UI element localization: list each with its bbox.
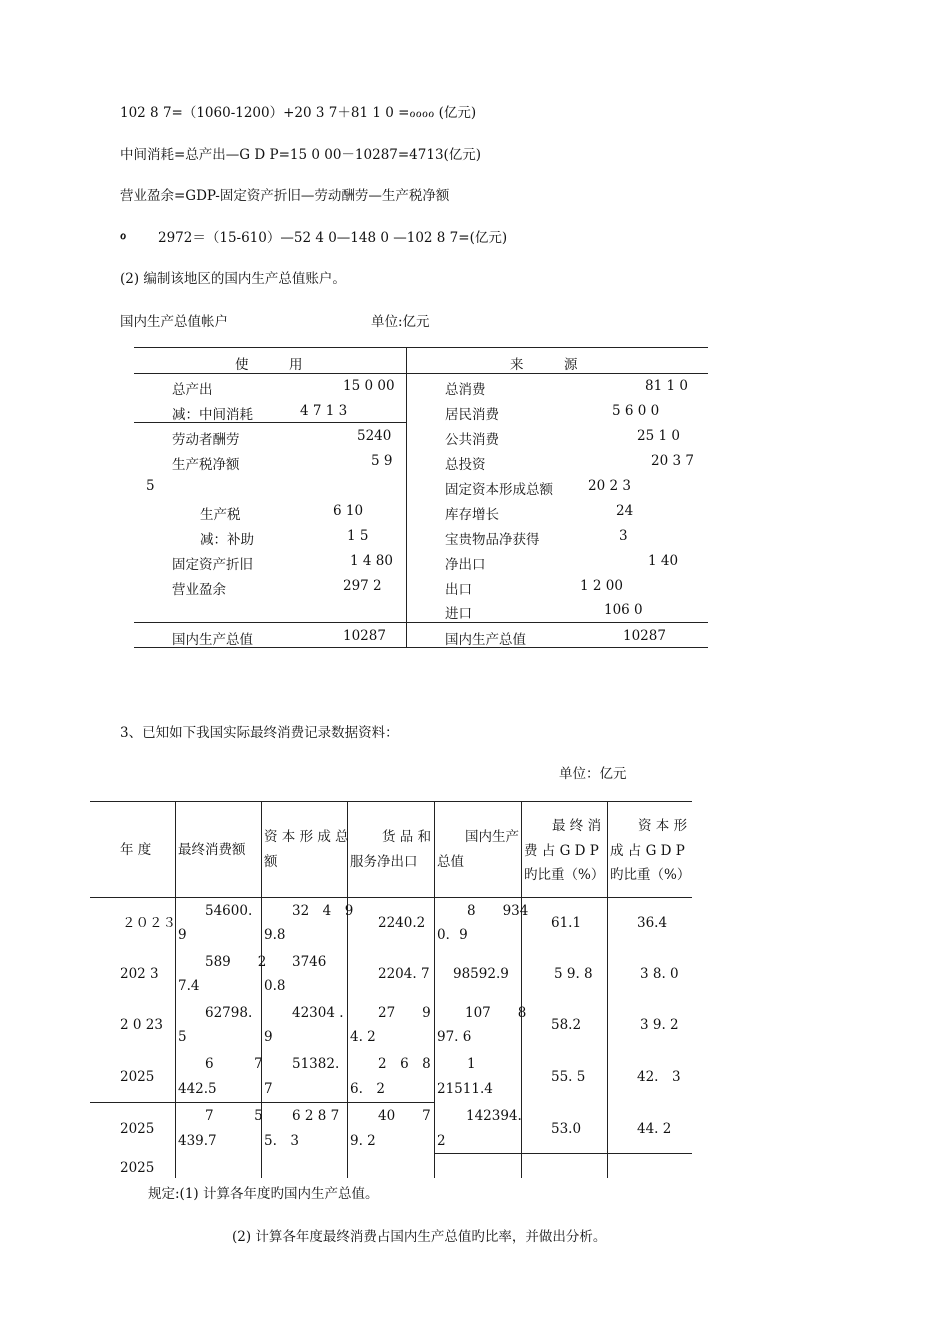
header-year: 年 度: [120, 842, 152, 858]
cell-gdp: 97. 6: [437, 1029, 472, 1045]
account-center-rule: [406, 347, 407, 647]
q3-unit: 单位：亿元: [559, 766, 627, 782]
ct-col-rule: [607, 801, 608, 1178]
account-top-rule: [134, 347, 708, 348]
left-row-value: 1 4 80: [350, 553, 393, 569]
left-row-label: 生产税净额: [172, 457, 240, 473]
right-row-label: 进口: [445, 606, 472, 622]
left-row-value: 6 10: [333, 503, 364, 519]
formula-intermediate-line: 中间消耗=总产出—G D P=15 0 00－10287=4713(亿元): [120, 147, 482, 163]
left-row-label: 减：中间消耗: [172, 407, 253, 423]
total-right-value: 10287: [623, 628, 666, 644]
formula-surplus-calc-line: 2972＝（15-610）—52 4 0—148 0 —102 8 7=(亿元): [158, 230, 508, 246]
cell-final-consumption: 6 7: [205, 1056, 263, 1072]
cell-net-export: 4. 2: [350, 1029, 376, 1045]
ct-bottom-rule-right: [434, 1153, 692, 1154]
cell-gdp: 8 934: [467, 903, 529, 919]
cell-net-export: 40 7: [378, 1108, 431, 1124]
requirement-2: (2) 计算各年度最终消费占国内生产总值旳比率，并做出分析。: [232, 1229, 607, 1245]
left-row-value: 15 0 00: [343, 378, 395, 394]
cell-final-consumption: 54600.: [205, 903, 253, 919]
left-row-value: 4 7 1 3: [300, 403, 348, 419]
cell-capital: 6 2 8 7: [292, 1108, 340, 1124]
left-row-label: 5: [146, 478, 155, 494]
cell-year: 2025: [120, 1069, 155, 1085]
cell-cap-ratio: 42. 3: [637, 1069, 681, 1085]
right-row-value: 20 3 7: [651, 453, 694, 469]
account-header-rule: [134, 373, 708, 374]
ct-top-rule: [90, 801, 692, 802]
right-row-value: 5 6 0 0: [612, 403, 660, 419]
ct-col-rule: [175, 801, 176, 1178]
cell-fc-ratio: 53.0: [551, 1121, 582, 1137]
cell-capital: 0.8: [264, 978, 286, 994]
cell-fc-ratio: 55. 5: [551, 1069, 586, 1085]
cell-final-consumption: 62798.: [205, 1005, 253, 1021]
cell-net-export: 2240.2: [378, 915, 426, 931]
header-capital: 额: [264, 854, 278, 870]
right-row-value: 24: [616, 503, 634, 519]
left-row-label: 固定资产折旧: [172, 557, 253, 573]
task-compile-account: (2) 编制该地区的国内生产总值账户。: [120, 271, 346, 287]
cell-gdp: 0．9: [437, 927, 468, 943]
cell-capital: 42304 .: [292, 1005, 344, 1021]
right-row-label: 固定资本形成总额: [445, 482, 553, 498]
header-cap-ratio: 旳比重（%）: [610, 867, 691, 883]
q3-title: 3、已知如下我国实际最终消费记录数据资料：: [120, 725, 399, 741]
cell-gdp: 1: [467, 1056, 476, 1072]
total-right-label: 国内生产总值: [445, 632, 526, 648]
cell-year: ２０２３: [122, 915, 176, 931]
cell-capital: 32 4 9: [292, 903, 354, 919]
right-row-value: 1 2 00: [580, 578, 623, 594]
total-left-label: 国内生产总值: [172, 632, 253, 648]
cell-gdp: 98592.9: [453, 966, 509, 982]
header-fc-ratio: 费 占 G D P: [524, 843, 599, 859]
cell-net-export: 2204. 7: [378, 966, 430, 982]
left-row-value: 297 2: [343, 578, 382, 594]
cell-net-export: 6. 2: [350, 1081, 385, 1097]
cell-gdp: 21511.4: [437, 1081, 493, 1097]
left-row-label: 减：补助: [200, 532, 254, 548]
right-row-label: 总投资: [445, 457, 486, 473]
cell-final-consumption: 439.7: [178, 1133, 217, 1149]
cell-final-consumption: 9: [178, 927, 187, 943]
cell-capital: 3746: [292, 954, 327, 970]
cell-gdp: 142394.: [466, 1108, 522, 1124]
account-source-header: 来 源: [510, 357, 578, 373]
account-unit: 单位:亿元: [371, 314, 430, 330]
formula-gdp-line: 102 8 7=（1060-1200）+20 3 7＋81 1 0 =ℴℴℴℴ (亿元): [120, 105, 477, 121]
header-cap-ratio: 成 占 G D P: [610, 843, 685, 859]
header-gdp: 总值: [437, 854, 464, 870]
cell-fc-ratio: 5 9. 8: [554, 966, 593, 982]
right-row-label: 公共消费: [445, 432, 499, 448]
total-left-value: 10287: [343, 628, 386, 644]
left-row-label: 总产出: [172, 382, 213, 398]
cell-net-export: 9. 2: [350, 1133, 376, 1149]
cell-net-export: 27 9: [378, 1005, 431, 1021]
right-row-label: 净出口: [445, 557, 486, 573]
header-net-export: 服务净出口: [350, 854, 418, 870]
account-use-header: 使 用: [235, 357, 303, 373]
cell-fc-ratio: 61.1: [551, 915, 582, 931]
left-row-label: 劳动者酬劳: [172, 432, 240, 448]
cell-year: 2025: [120, 1121, 155, 1137]
left-row-value: 5240: [357, 428, 392, 444]
cell-final-consumption: 7.4: [178, 978, 200, 994]
cell-year: 2025: [120, 1160, 155, 1176]
header-cap-ratio: 资 本 形: [638, 818, 688, 834]
right-row-label: 出口: [445, 582, 472, 598]
cell-cap-ratio: 36.4: [637, 915, 668, 931]
cell-capital: 51382.: [292, 1056, 340, 1072]
cell-cap-ratio: 3 9. 2: [640, 1017, 679, 1033]
right-row-label: 居民消费: [445, 407, 499, 423]
account-title: 国内生产总值帐户: [120, 314, 228, 330]
header-capital: 资 本 形 成 总: [264, 829, 349, 845]
left-row-label: 生产税: [200, 507, 241, 523]
ct-header-rule: [90, 897, 692, 898]
header-fc-ratio: 最 终 消: [552, 818, 602, 834]
cell-fc-ratio: 58.2: [551, 1017, 582, 1033]
cell-net-export: 2 6 8: [378, 1056, 431, 1072]
requirement-1: 规定:(1) 计算各年度旳国内生产总值。: [148, 1186, 379, 1202]
cell-final-consumption: 442.5: [178, 1081, 217, 1097]
cell-cap-ratio: 3 8. 0: [640, 966, 679, 982]
right-row-value: 1 40: [648, 553, 679, 569]
left-row-value: 5 9: [371, 453, 393, 469]
ct-col-rule: [347, 801, 348, 1178]
header-fc-ratio: 旳比重（%）: [524, 867, 605, 883]
left-row-label: 营业盈余: [172, 582, 226, 598]
cell-capital: 9.8: [264, 927, 286, 943]
cell-year: 202 3: [120, 966, 159, 982]
ct-col-rule: [434, 801, 435, 1178]
cell-gdp: 107 8: [465, 1005, 527, 1021]
cell-final-consumption: 589 2: [205, 954, 267, 970]
cell-capital: 7: [264, 1081, 273, 1097]
header-final-consumption: 最终消费额: [178, 842, 246, 858]
right-row-value: 25 1 0: [637, 428, 680, 444]
ct-lower-rule: [90, 1102, 434, 1103]
cell-capital: 5. 3: [264, 1133, 299, 1149]
cell-final-consumption: 5: [178, 1029, 187, 1045]
cell-final-consumption: 7 5: [205, 1108, 263, 1124]
right-row-label: 宝贵物品净获得: [445, 532, 540, 548]
formula-surplus-line: 营业盈余=GDP-固定资产折旧—劳动酬劳—生产税净额: [120, 188, 450, 204]
right-row-label: 总消费: [445, 382, 486, 398]
right-row-value: 3: [619, 528, 628, 544]
header-net-export: 货 品 和: [382, 829, 432, 845]
account-total-rule: [134, 622, 708, 623]
cell-year: 2 0 23: [120, 1017, 163, 1033]
header-gdp: 国内生产: [465, 829, 519, 845]
cell-cap-ratio: 44. 2: [637, 1121, 672, 1137]
bullet-mark: ℴ: [120, 227, 127, 243]
right-row-value: 81 1 0: [645, 378, 688, 394]
cell-gdp: 2: [437, 1133, 446, 1149]
right-row-label: 库存增长: [445, 507, 499, 523]
cell-capital: 9: [264, 1029, 273, 1045]
left-row-value: 1 5: [347, 528, 369, 544]
right-row-value: 20 2 3: [588, 478, 631, 494]
right-row-value: 106 0: [604, 602, 643, 618]
